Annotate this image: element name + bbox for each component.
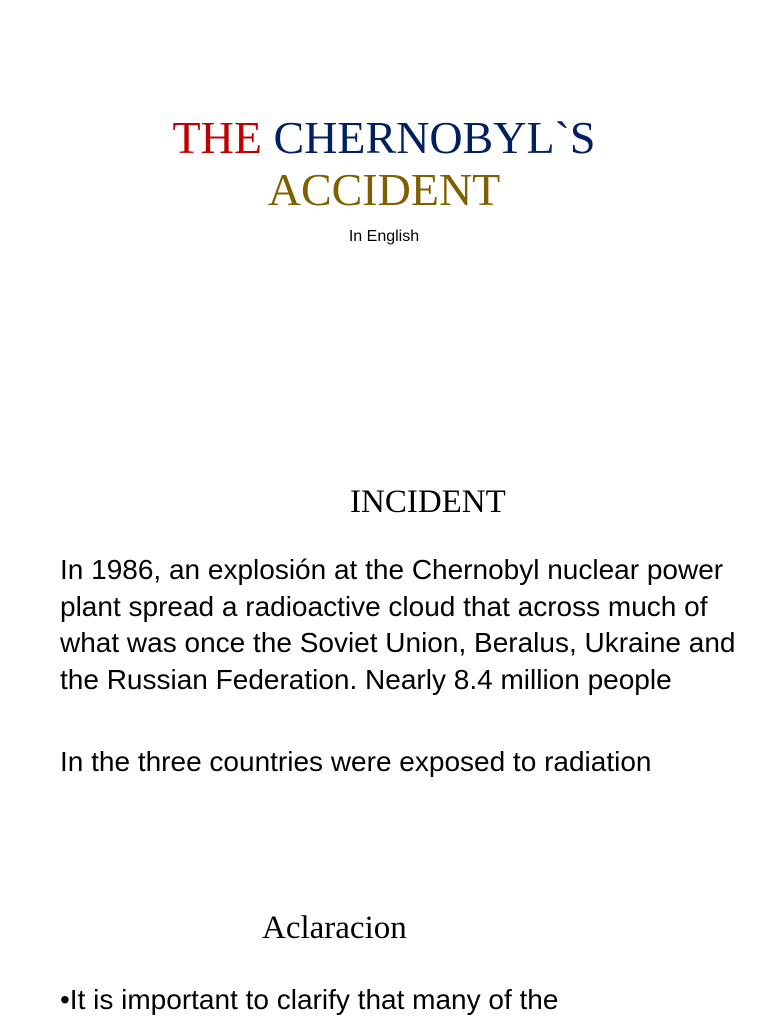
incident-paragraph-2: In the three countries were exposed to radiation <box>60 746 652 777</box>
title-word-chernobyl: CHERNOBYL`S <box>273 112 596 163</box>
slide-title <box>0 112 768 216</box>
title-slide <box>0 0 768 440</box>
title-word-the: THE <box>172 112 262 163</box>
aclaracion-heading: Aclaracion <box>262 910 407 946</box>
title-word-accident: ACCIDENT <box>267 164 501 215</box>
aclaracion-bullet: •It is important to clarify that many of the <box>60 984 559 1015</box>
content-slide <box>0 470 768 1024</box>
incident-paragraph-1: In 1986, an explosión at the Chernobyl nuclear power plant spread a radioactive cloud that across much of what was once the Soviet Union, Beralus, Ukraine and the Russian Federation. Nearly 8.4 million people <box>60 554 736 695</box>
incident-heading: INCIDENT <box>350 484 506 520</box>
slide-subtitle: In English <box>348 228 420 245</box>
